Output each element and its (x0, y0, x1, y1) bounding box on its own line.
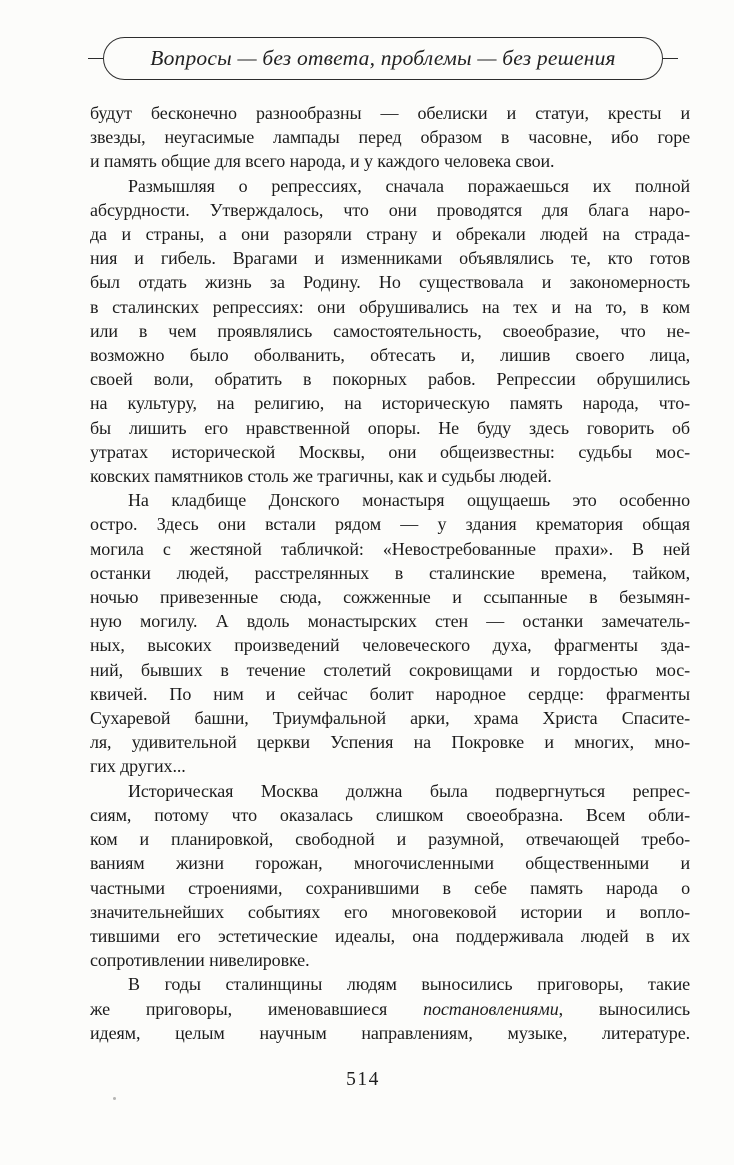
text-line: утратах исторической Москвы, они общеизвестны: судьбы мос- (90, 441, 690, 462)
text-line: ную могилу. А вдоль монастырских стен — останки замечатель- (90, 611, 690, 632)
text-line: частными строениями, сохранившими в себе память народа о (90, 877, 690, 898)
header-pill-border (103, 37, 663, 80)
paragraph (90, 174, 690, 489)
paragraph (90, 101, 690, 174)
text-line: тившими его эстетические идеалы, она поддерживала людей в их (90, 925, 690, 946)
text-line: гих других... (90, 756, 186, 777)
text-line: будут бесконечно разнообразны — обелиски и статуи, кресты и (90, 103, 690, 123)
text-line: возможно было оболванить, обтесать и, лишив своего лица, (90, 345, 690, 366)
text-line: и память общие для всего народа, и у каждого человека свои. (90, 151, 555, 172)
text-line: в сталинских репрессиях: они обрушивались на тех и на то, в ком (90, 296, 690, 317)
text-line: звезды, неугасимые лампады перед образом в часовне, ибо горе (90, 127, 690, 148)
text-line: остро. Здесь они встали рядом — у здания крематория общая (90, 514, 690, 535)
text-line: бы лишить его нравственной опоры. Не буду здесь говорить об (90, 417, 690, 438)
paragraph (90, 972, 690, 1045)
text-line: значительнейших событиях его многовековой истории и вопло- (90, 901, 690, 922)
text-line: ночью привезенные сюда, сожженные и ссыпанные в безымян- (90, 587, 690, 608)
text-line: сиям, потому что оказалась слишком своеобразна. Всем обли- (90, 804, 690, 825)
page-text (90, 101, 690, 1045)
text-line: Размышляя о репрессиях, сначала поражаешься их полной (128, 175, 690, 196)
running-head-title: Вопросы — без ответа, проблемы — без решения (150, 46, 616, 70)
text-line: ний, бывших в течение столетий сокровищами и гордостью мос- (90, 659, 690, 680)
header-left-rule (88, 58, 103, 59)
text-line: ком и планировкой, свободной и разумной, отвечающей требо- (90, 829, 690, 850)
text-line: да и страны, а они разоряли страну и обрекали людей на страда- (90, 224, 690, 245)
text-line: могила с жестяной табличкой: «Невостребованные прахи». В ней (90, 538, 690, 559)
running-head-frame (88, 37, 678, 80)
text-line: Сухаревой башни, Триумфальной арки, храма Христа Спасите- (90, 708, 690, 729)
page-number: 514 (346, 1069, 380, 1090)
text-line: ния и гибель. Врагами и изменниками объявлялись те, кто готов (90, 248, 690, 269)
paragraph (90, 488, 690, 778)
scan-speck (113, 1097, 116, 1100)
header-right-rule (663, 58, 678, 59)
text-line: своей воли, обратить в покорных рабов. Репрессии обрушились (90, 369, 690, 390)
text-line: На кладбище Донского монастыря ощущаешь это особенно (128, 490, 690, 511)
text-line: же приговоры, именовавшиеся постановлениями, выносились (90, 998, 690, 1019)
text-line: останки людей, расстрелянных в сталинские времена, тайком, (90, 562, 690, 583)
text-line: Историческая Москва должна была подвергнуться репрес- (128, 780, 690, 801)
text-line: сопротивлении нивелировке. (90, 950, 310, 971)
text-line: или в чем проявлялись самостоятельность, своеобразие, что не- (90, 320, 690, 341)
text-line: ваниям жизни горожан, многочисленными общественными и (90, 853, 690, 874)
text-line: ля, удивительной церкви Успения на Покровке и многих, мно- (90, 732, 690, 753)
text-line: В годы сталинщины людям выносились приговоры, такие (128, 974, 690, 995)
text-line: идеям, целым научным направлениям, музыке, литературе. (90, 1022, 690, 1043)
text-line: ных, высоких произведений человеческого духа, фрагменты зда- (90, 635, 690, 656)
text-line: ковских памятников столь же трагичны, как и судьбы людей. (90, 466, 552, 487)
text-line: на культуру, на религию, на историческую память народа, что- (90, 393, 690, 414)
text-line: абсурдности. Утверждалось, что они проводятся для блага наро- (90, 199, 690, 220)
paragraph (90, 779, 690, 973)
text-line: был отдать жизнь за Родину. Но существовала и закономерность (90, 272, 690, 293)
text-line: квичей. По ним и сейчас болит народное сердце: фрагменты (90, 683, 690, 704)
